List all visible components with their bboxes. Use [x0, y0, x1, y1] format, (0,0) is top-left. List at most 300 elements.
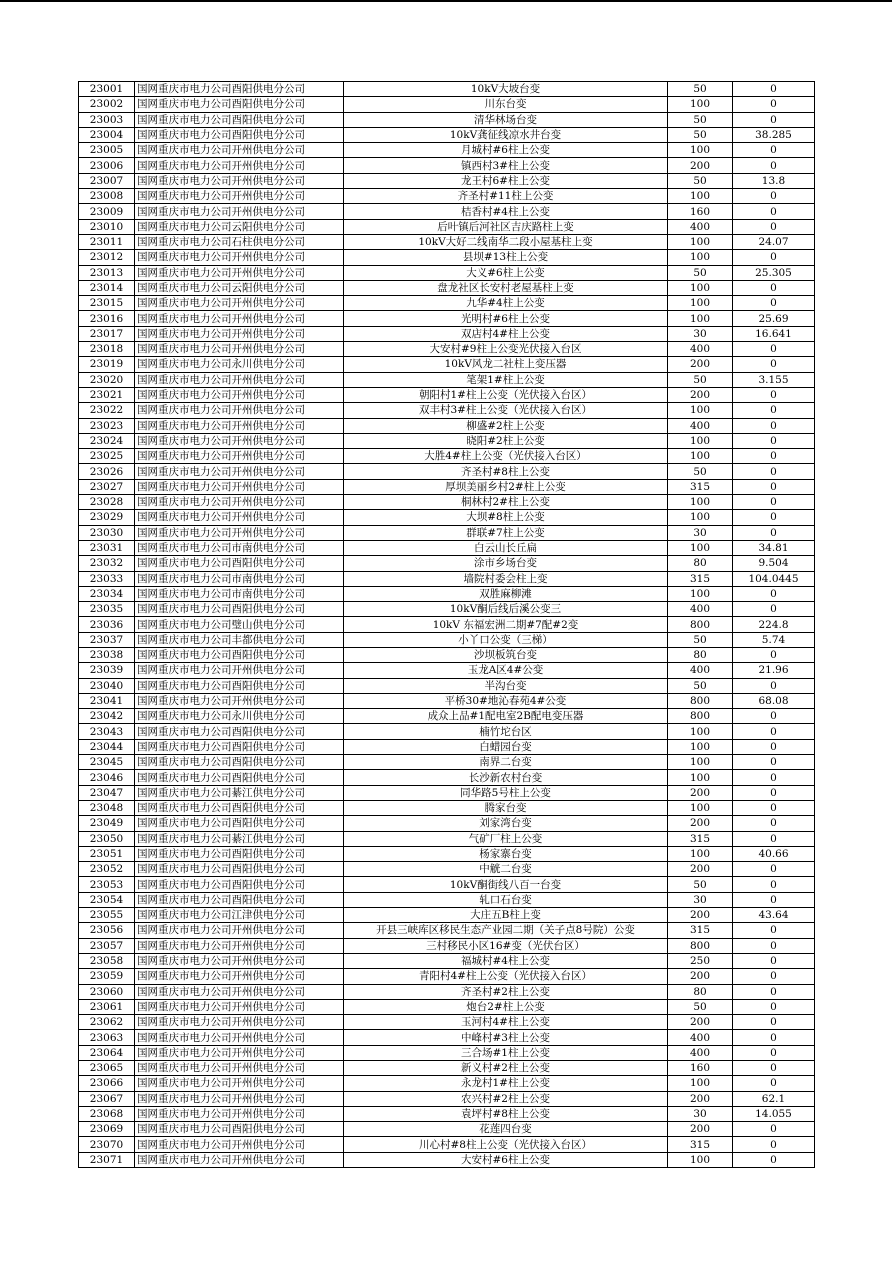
capacity-cell: 50 — [668, 999, 733, 1014]
transformer-name-cell: 10kV龚征线凉水井台变 — [344, 127, 668, 142]
company-cell: 国网重庆市电力公司开州供电分公司 — [135, 158, 344, 173]
capacity-cell: 400 — [668, 1030, 733, 1045]
row-id-cell: 23036 — [79, 617, 135, 632]
row-id-cell: 23012 — [79, 250, 135, 265]
capacity-cell: 50 — [668, 372, 733, 387]
capacity-cell: 80 — [668, 647, 733, 662]
row-id-cell: 23035 — [79, 602, 135, 617]
company-cell: 国网重庆市电力公司开州供电分公司 — [135, 449, 344, 464]
capacity-cell: 200 — [668, 158, 733, 173]
table-row — [79, 862, 815, 877]
row-id-cell: 23061 — [79, 999, 135, 1014]
transformer-name-cell: 大庄五B柱上变 — [344, 908, 668, 923]
value-cell: 0 — [733, 923, 815, 938]
capacity-cell: 200 — [668, 969, 733, 984]
transformer-name-cell: 桐林村2#柱上公变 — [344, 495, 668, 510]
transformer-name-cell: 三村移民小区16#变（光伏台区） — [344, 938, 668, 953]
company-cell: 国网重庆市电力公司酉阳供电分公司 — [135, 97, 344, 112]
capacity-cell: 400 — [668, 418, 733, 433]
company-cell: 国网重庆市电力公司开州供电分公司 — [135, 296, 344, 311]
transformer-name-cell: 玉河村4#柱上公变 — [344, 1015, 668, 1030]
row-id-cell: 23021 — [79, 387, 135, 402]
row-id-cell: 23050 — [79, 831, 135, 846]
capacity-cell: 100 — [668, 433, 733, 448]
table-row — [79, 418, 815, 433]
capacity-cell: 100 — [668, 495, 733, 510]
table-row — [79, 586, 815, 601]
row-id-cell: 23071 — [79, 1152, 135, 1167]
value-cell: 0 — [733, 418, 815, 433]
table-row — [79, 112, 815, 127]
value-cell: 0 — [733, 97, 815, 112]
value-cell: 0 — [733, 250, 815, 265]
capacity-cell: 200 — [668, 785, 733, 800]
value-cell: 0 — [733, 433, 815, 448]
row-id-cell: 23051 — [79, 846, 135, 861]
value-cell: 0 — [733, 739, 815, 754]
transformer-name-cell: 玉龙A区4#公变 — [344, 663, 668, 678]
transformer-name-cell: 川心村#8柱上公变（光伏接入台区） — [344, 1137, 668, 1152]
row-id-cell: 23043 — [79, 724, 135, 739]
table-row — [79, 464, 815, 479]
company-cell: 国网重庆市电力公司酉阳供电分公司 — [135, 82, 344, 97]
table-row — [79, 173, 815, 188]
transformer-name-cell: 月城村#6柱上公变 — [344, 143, 668, 158]
row-id-cell: 23056 — [79, 923, 135, 938]
table-row — [79, 693, 815, 708]
company-cell: 国网重庆市电力公司酉阳供电分公司 — [135, 1122, 344, 1137]
capacity-cell: 800 — [668, 693, 733, 708]
row-id-cell: 23014 — [79, 280, 135, 295]
value-cell: 0 — [733, 831, 815, 846]
capacity-cell: 50 — [668, 678, 733, 693]
capacity-cell: 200 — [668, 1091, 733, 1106]
company-cell: 国网重庆市电力公司开州供电分公司 — [135, 311, 344, 326]
company-cell: 国网重庆市电力公司开州供电分公司 — [135, 999, 344, 1014]
capacity-cell: 400 — [668, 219, 733, 234]
row-id-cell: 23039 — [79, 663, 135, 678]
capacity-cell: 100 — [668, 724, 733, 739]
company-cell: 国网重庆市电力公司开州供电分公司 — [135, 189, 344, 204]
table-row — [79, 1106, 815, 1121]
value-cell: 0 — [733, 938, 815, 953]
row-id-cell: 23002 — [79, 97, 135, 112]
value-cell: 0 — [733, 387, 815, 402]
capacity-cell: 200 — [668, 357, 733, 372]
transformer-name-cell: 笔架1#柱上公变 — [344, 372, 668, 387]
value-cell: 0 — [733, 647, 815, 662]
capacity-cell: 400 — [668, 1045, 733, 1060]
row-id-cell: 23018 — [79, 342, 135, 357]
row-id-cell: 23009 — [79, 204, 135, 219]
table-row — [79, 969, 815, 984]
table-row — [79, 846, 815, 861]
transformer-name-cell: 桔香村#4柱上公变 — [344, 204, 668, 219]
value-cell: 0 — [733, 464, 815, 479]
row-id-cell: 23042 — [79, 709, 135, 724]
value-cell: 21.96 — [733, 663, 815, 678]
company-cell: 国网重庆市电力公司开州供电分公司 — [135, 1061, 344, 1076]
value-cell: 0 — [733, 1015, 815, 1030]
table-row — [79, 280, 815, 295]
transformer-table-body — [79, 82, 815, 1168]
row-id-cell: 23025 — [79, 449, 135, 464]
value-cell: 14.055 — [733, 1106, 815, 1121]
company-cell: 国网重庆市电力公司云阳供电分公司 — [135, 280, 344, 295]
transformer-name-cell: 白蜡园台变 — [344, 739, 668, 754]
row-id-cell: 23011 — [79, 234, 135, 249]
transformer-name-cell: 双胜麻柳滩 — [344, 586, 668, 601]
capacity-cell: 100 — [668, 770, 733, 785]
transformer-name-cell: 厚坝美丽乡村2#柱上公变 — [344, 479, 668, 494]
value-cell: 104.0445 — [733, 571, 815, 586]
company-cell: 国网重庆市电力公司开州供电分公司 — [135, 1076, 344, 1091]
row-id-cell: 23059 — [79, 969, 135, 984]
value-cell: 24.07 — [733, 234, 815, 249]
table-row — [79, 372, 815, 387]
value-cell: 0 — [733, 724, 815, 739]
transformer-name-cell: 晓阳#2柱上公变 — [344, 433, 668, 448]
capacity-cell: 50 — [668, 632, 733, 647]
table-row — [79, 602, 815, 617]
table-row — [79, 617, 815, 632]
company-cell: 国网重庆市电力公司开州供电分公司 — [135, 265, 344, 280]
table-row — [79, 1045, 815, 1060]
value-cell: 224.8 — [733, 617, 815, 632]
capacity-cell: 50 — [668, 877, 733, 892]
company-cell: 国网重庆市电力公司酉阳供电分公司 — [135, 127, 344, 142]
table-row — [79, 999, 815, 1014]
value-cell: 0 — [733, 342, 815, 357]
value-cell: 9.504 — [733, 556, 815, 571]
row-id-cell: 23010 — [79, 219, 135, 234]
table-row — [79, 571, 815, 586]
value-cell: 0 — [733, 449, 815, 464]
transformer-name-cell: 中觥二台变 — [344, 862, 668, 877]
table-row — [79, 984, 815, 999]
table-row — [79, 510, 815, 525]
row-id-cell: 23026 — [79, 464, 135, 479]
row-id-cell: 23030 — [79, 525, 135, 540]
capacity-cell: 100 — [668, 800, 733, 815]
transformer-name-cell: 镇西村3#柱上公变 — [344, 158, 668, 173]
table-row — [79, 189, 815, 204]
transformer-name-cell: 小丫口公变（三梯） — [344, 632, 668, 647]
row-id-cell: 23007 — [79, 173, 135, 188]
capacity-cell: 80 — [668, 984, 733, 999]
capacity-cell: 100 — [668, 510, 733, 525]
value-cell: 0 — [733, 678, 815, 693]
table-row — [79, 1152, 815, 1167]
value-cell: 0 — [733, 984, 815, 999]
row-id-cell: 23047 — [79, 785, 135, 800]
company-cell: 国网重庆市电力公司开州供电分公司 — [135, 1091, 344, 1106]
company-cell: 国网重庆市电力公司市南供电分公司 — [135, 540, 344, 555]
value-cell: 3.155 — [733, 372, 815, 387]
value-cell: 0 — [733, 495, 815, 510]
transformer-name-cell: 大胜4#柱上公变（光伏接入台区） — [344, 449, 668, 464]
capacity-cell: 100 — [668, 250, 733, 265]
capacity-cell: 80 — [668, 556, 733, 571]
table-row — [79, 647, 815, 662]
value-cell: 25.305 — [733, 265, 815, 280]
value-cell: 40.66 — [733, 846, 815, 861]
company-cell: 国网重庆市电力公司永川供电分公司 — [135, 709, 344, 724]
transformer-name-cell: 齐圣村#8柱上公变 — [344, 464, 668, 479]
table-row — [79, 556, 815, 571]
transformer-name-cell: 群联#7柱上公变 — [344, 525, 668, 540]
transformer-name-cell: 朝阳村1#柱上公变（光伏接入台区） — [344, 387, 668, 402]
transformer-name-cell: 长沙新农村台变 — [344, 770, 668, 785]
capacity-cell: 100 — [668, 97, 733, 112]
table-row — [79, 632, 815, 647]
value-cell: 0 — [733, 525, 815, 540]
row-id-cell: 23058 — [79, 953, 135, 968]
transformer-name-cell: 楠竹坨台区 — [344, 724, 668, 739]
row-id-cell: 23033 — [79, 571, 135, 586]
company-cell: 国网重庆市电力公司开州供电分公司 — [135, 326, 344, 341]
capacity-cell: 250 — [668, 953, 733, 968]
capacity-cell: 100 — [668, 739, 733, 754]
company-cell: 国网重庆市电力公司开州供电分公司 — [135, 342, 344, 357]
transformer-name-cell: 袁坪村#8柱上公变 — [344, 1106, 668, 1121]
company-cell: 国网重庆市电力公司酉阳供电分公司 — [135, 816, 344, 831]
table-row — [79, 204, 815, 219]
value-cell: 0 — [733, 969, 815, 984]
table-row — [79, 739, 815, 754]
row-id-cell: 23048 — [79, 800, 135, 815]
company-cell: 国网重庆市电力公司开州供电分公司 — [135, 403, 344, 418]
row-id-cell: 23003 — [79, 112, 135, 127]
table-row — [79, 1091, 815, 1106]
company-cell: 国网重庆市电力公司开州供电分公司 — [135, 464, 344, 479]
row-id-cell: 23013 — [79, 265, 135, 280]
table-row — [79, 831, 815, 846]
capacity-cell: 800 — [668, 709, 733, 724]
company-cell: 国网重庆市电力公司璧山供电分公司 — [135, 617, 344, 632]
company-cell: 国网重庆市电力公司酉阳供电分公司 — [135, 647, 344, 662]
value-cell: 0 — [733, 204, 815, 219]
row-id-cell: 23004 — [79, 127, 135, 142]
capacity-cell: 800 — [668, 617, 733, 632]
table-row — [79, 97, 815, 112]
row-id-cell: 23023 — [79, 418, 135, 433]
company-cell: 国网重庆市电力公司开州供电分公司 — [135, 250, 344, 265]
value-cell: 0 — [733, 770, 815, 785]
table-row — [79, 433, 815, 448]
company-cell: 国网重庆市电力公司开州供电分公司 — [135, 372, 344, 387]
table-row — [79, 1061, 815, 1076]
table-row — [79, 816, 815, 831]
row-id-cell: 23067 — [79, 1091, 135, 1106]
capacity-cell: 160 — [668, 204, 733, 219]
value-cell: 0 — [733, 357, 815, 372]
table-row — [79, 82, 815, 97]
table-row — [79, 296, 815, 311]
value-cell: 0 — [733, 816, 815, 831]
table-row — [79, 479, 815, 494]
value-cell: 0 — [733, 999, 815, 1014]
company-cell: 国网重庆市电力公司酉阳供电分公司 — [135, 846, 344, 861]
row-id-cell: 23008 — [79, 189, 135, 204]
value-cell: 5.74 — [733, 632, 815, 647]
value-cell: 0 — [733, 1045, 815, 1060]
table-row — [79, 495, 815, 510]
table-row — [79, 540, 815, 555]
capacity-cell: 200 — [668, 862, 733, 877]
table-row — [79, 663, 815, 678]
value-cell: 0 — [733, 296, 815, 311]
capacity-cell: 200 — [668, 1122, 733, 1137]
company-cell: 国网重庆市电力公司江津供电分公司 — [135, 908, 344, 923]
value-cell: 25.69 — [733, 311, 815, 326]
transformer-name-cell: 轧口石台变 — [344, 892, 668, 907]
value-cell: 0 — [733, 1137, 815, 1152]
transformer-name-cell: 成众上品#1配电室2B配电变压器 — [344, 709, 668, 724]
row-id-cell: 23046 — [79, 770, 135, 785]
transformer-name-cell: 永龙村1#柱上公变 — [344, 1076, 668, 1091]
capacity-cell: 315 — [668, 1137, 733, 1152]
capacity-cell: 50 — [668, 464, 733, 479]
company-cell: 国网重庆市电力公司酉阳供电分公司 — [135, 678, 344, 693]
value-cell: 0 — [733, 755, 815, 770]
row-id-cell: 23019 — [79, 357, 135, 372]
capacity-cell: 100 — [668, 449, 733, 464]
row-id-cell: 23005 — [79, 143, 135, 158]
transformer-name-cell: 花莲四台变 — [344, 1122, 668, 1137]
company-cell: 国网重庆市电力公司开州供电分公司 — [135, 1152, 344, 1167]
capacity-cell: 50 — [668, 82, 733, 97]
company-cell: 国网重庆市电力公司酉阳供电分公司 — [135, 862, 344, 877]
row-id-cell: 23053 — [79, 877, 135, 892]
company-cell: 国网重庆市电力公司开州供电分公司 — [135, 1045, 344, 1060]
transformer-name-cell: 墙院村委会柱上变 — [344, 571, 668, 586]
row-id-cell: 23055 — [79, 908, 135, 923]
capacity-cell: 50 — [668, 265, 733, 280]
company-cell: 国网重庆市电力公司綦江供电分公司 — [135, 831, 344, 846]
value-cell: 0 — [733, 510, 815, 525]
transformer-name-cell: 九华#4柱上公变 — [344, 296, 668, 311]
transformer-name-cell: 10kV 东福宏洲二期#7配#2变 — [344, 617, 668, 632]
row-id-cell: 23044 — [79, 739, 135, 754]
company-cell: 国网重庆市电力公司市南供电分公司 — [135, 586, 344, 601]
capacity-cell: 50 — [668, 112, 733, 127]
transformer-name-cell: 大安村#6柱上公变 — [344, 1152, 668, 1167]
row-id-cell: 23060 — [79, 984, 135, 999]
table-row — [79, 678, 815, 693]
transformer-name-cell: 双店村4#柱上公变 — [344, 326, 668, 341]
value-cell: 0 — [733, 158, 815, 173]
row-id-cell: 23041 — [79, 693, 135, 708]
company-cell: 国网重庆市电力公司开州供电分公司 — [135, 1106, 344, 1121]
row-id-cell: 23068 — [79, 1106, 135, 1121]
row-id-cell: 23052 — [79, 862, 135, 877]
row-id-cell: 23066 — [79, 1076, 135, 1091]
table-row — [79, 938, 815, 953]
transformer-name-cell: 清华林场台变 — [344, 112, 668, 127]
transformer-name-cell: 大义#6柱上公变 — [344, 265, 668, 280]
table-row — [79, 265, 815, 280]
table-row — [79, 403, 815, 418]
company-cell: 国网重庆市电力公司开州供电分公司 — [135, 204, 344, 219]
table-row — [79, 127, 815, 142]
capacity-cell: 100 — [668, 311, 733, 326]
capacity-cell: 100 — [668, 296, 733, 311]
transformer-name-cell: 10kV酮后线后溪公变三 — [344, 602, 668, 617]
transformer-name-cell: 县坝#13柱上公变 — [344, 250, 668, 265]
table-row — [79, 800, 815, 815]
capacity-cell: 315 — [668, 479, 733, 494]
value-cell: 0 — [733, 403, 815, 418]
table-row — [79, 1122, 815, 1137]
company-cell: 国网重庆市电力公司酉阳供电分公司 — [135, 770, 344, 785]
table-row — [79, 357, 815, 372]
company-cell: 国网重庆市电力公司酉阳供电分公司 — [135, 877, 344, 892]
table-row — [79, 387, 815, 402]
transformer-name-cell: 三合场#1柱上公变 — [344, 1045, 668, 1060]
value-cell: 0 — [733, 143, 815, 158]
table-row — [79, 1076, 815, 1091]
company-cell: 国网重庆市电力公司开州供电分公司 — [135, 510, 344, 525]
transformer-name-cell: 中峰村#3柱上公变 — [344, 1030, 668, 1045]
capacity-cell: 100 — [668, 540, 733, 555]
transformer-name-cell: 10kV酮街线八百一台变 — [344, 877, 668, 892]
value-cell: 0 — [733, 892, 815, 907]
company-cell: 国网重庆市电力公司开州供电分公司 — [135, 969, 344, 984]
row-id-cell: 23027 — [79, 479, 135, 494]
value-cell: 0 — [733, 602, 815, 617]
table-row — [79, 250, 815, 265]
table-row — [79, 953, 815, 968]
transformer-name-cell: 气矿厂柱上公变 — [344, 831, 668, 846]
company-cell: 国网重庆市电力公司石柱供电分公司 — [135, 234, 344, 249]
value-cell: 16.641 — [733, 326, 815, 341]
transformer-name-cell: 平桥30#地沁春苑4#公变 — [344, 693, 668, 708]
capacity-cell: 100 — [668, 403, 733, 418]
value-cell: 0 — [733, 953, 815, 968]
page-top-rule — [0, 0, 892, 2]
row-id-cell: 23029 — [79, 510, 135, 525]
capacity-cell: 200 — [668, 816, 733, 831]
capacity-cell: 100 — [668, 234, 733, 249]
transformer-table — [78, 81, 815, 1168]
company-cell: 国网重庆市电力公司开州供电分公司 — [135, 938, 344, 953]
row-id-cell: 23054 — [79, 892, 135, 907]
capacity-cell: 30 — [668, 525, 733, 540]
capacity-cell: 200 — [668, 1015, 733, 1030]
transformer-name-cell: 龙王村6#柱上公变 — [344, 173, 668, 188]
transformer-name-cell: 开县三峡库区移民生态产业园二期（关子点8号院）公变 — [344, 923, 668, 938]
company-cell: 国网重庆市电力公司酉阳供电分公司 — [135, 892, 344, 907]
value-cell: 0 — [733, 877, 815, 892]
capacity-cell: 400 — [668, 602, 733, 617]
transformer-name-cell: 川东台变 — [344, 97, 668, 112]
value-cell: 38.285 — [733, 127, 815, 142]
value-cell: 43.64 — [733, 908, 815, 923]
company-cell: 国网重庆市电力公司开州供电分公司 — [135, 693, 344, 708]
transformer-name-cell: 双丰村3#柱上公变（光伏接入台区） — [344, 403, 668, 418]
row-id-cell: 23038 — [79, 647, 135, 662]
company-cell: 国网重庆市电力公司开州供电分公司 — [135, 418, 344, 433]
company-cell: 国网重庆市电力公司开州供电分公司 — [135, 923, 344, 938]
transformer-name-cell: 10kV大坡台变 — [344, 82, 668, 97]
transformer-name-cell: 后叶镇后河社区吉庆路柱上变 — [344, 219, 668, 234]
transformer-name-cell: 新义村#2柱上公变 — [344, 1061, 668, 1076]
row-id-cell: 23016 — [79, 311, 135, 326]
table-row — [79, 709, 815, 724]
transformer-name-cell: 南界二台变 — [344, 755, 668, 770]
capacity-cell: 800 — [668, 938, 733, 953]
